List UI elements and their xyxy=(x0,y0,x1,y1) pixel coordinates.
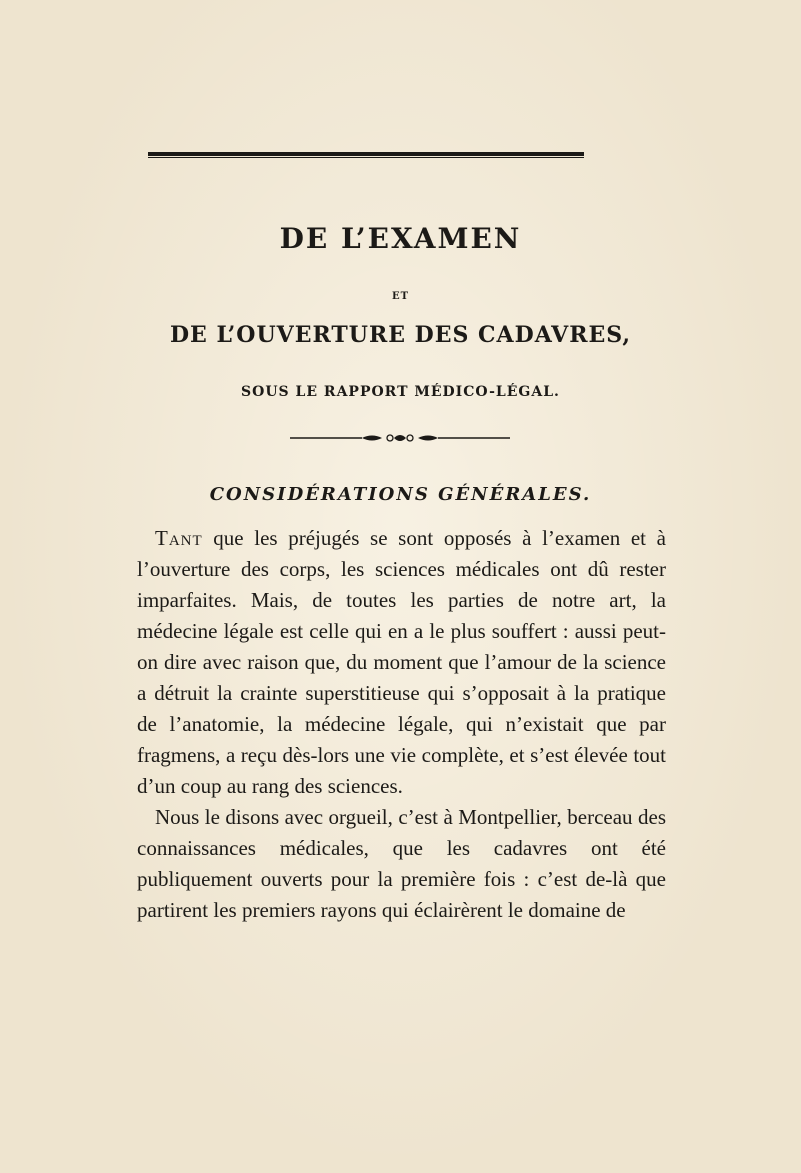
paragraph-2: Nous le disons avec orgueil, c’est à Montpellier, berceau des connaissances médicales, que les cadavres ont été publiquement ouverts pour la première fois : c’est de-là que partirent les premiers rayons qui éclairèrent le domaine de xyxy=(137,805,666,922)
section-heading: CONSIDÉRATIONS GÉNÉRALES. xyxy=(209,484,592,505)
title-line-1: DE L’EXAMEN xyxy=(279,222,522,255)
paragraph-1-lead: Tant xyxy=(155,526,203,550)
body-text xyxy=(137,523,666,926)
title-line-4: SOUS LE RAPPORT MÉDICO-LÉGAL. xyxy=(241,384,560,400)
title-line-3: DE L’OUVERTURE DES CADAVRES, xyxy=(169,322,632,348)
title-line-2: ET xyxy=(391,291,410,302)
ornamental-divider-icon xyxy=(290,431,510,445)
paragraph-1-text: que les préjugés se sont opposés à l’examen et à l’ouverture des corps, les sciences médicales ont dû rester imparfaites. Mais, de toutes les parties de notre art, la médecine légale est celle qui en a le plus souffert : aussi peut-on dire avec raison que, du moment que l’amour de la science a détruit la crainte superstitieuse qui s’opposait à la pratique de l’anatomie, la médecine légale, qui n’existait que par fragmens, a reçu dès-lors une vie complète, et s’est élevée tout d’un coup au rang des sciences. xyxy=(137,526,666,798)
top-double-rule xyxy=(148,152,584,158)
paragraph-1 xyxy=(137,523,666,802)
